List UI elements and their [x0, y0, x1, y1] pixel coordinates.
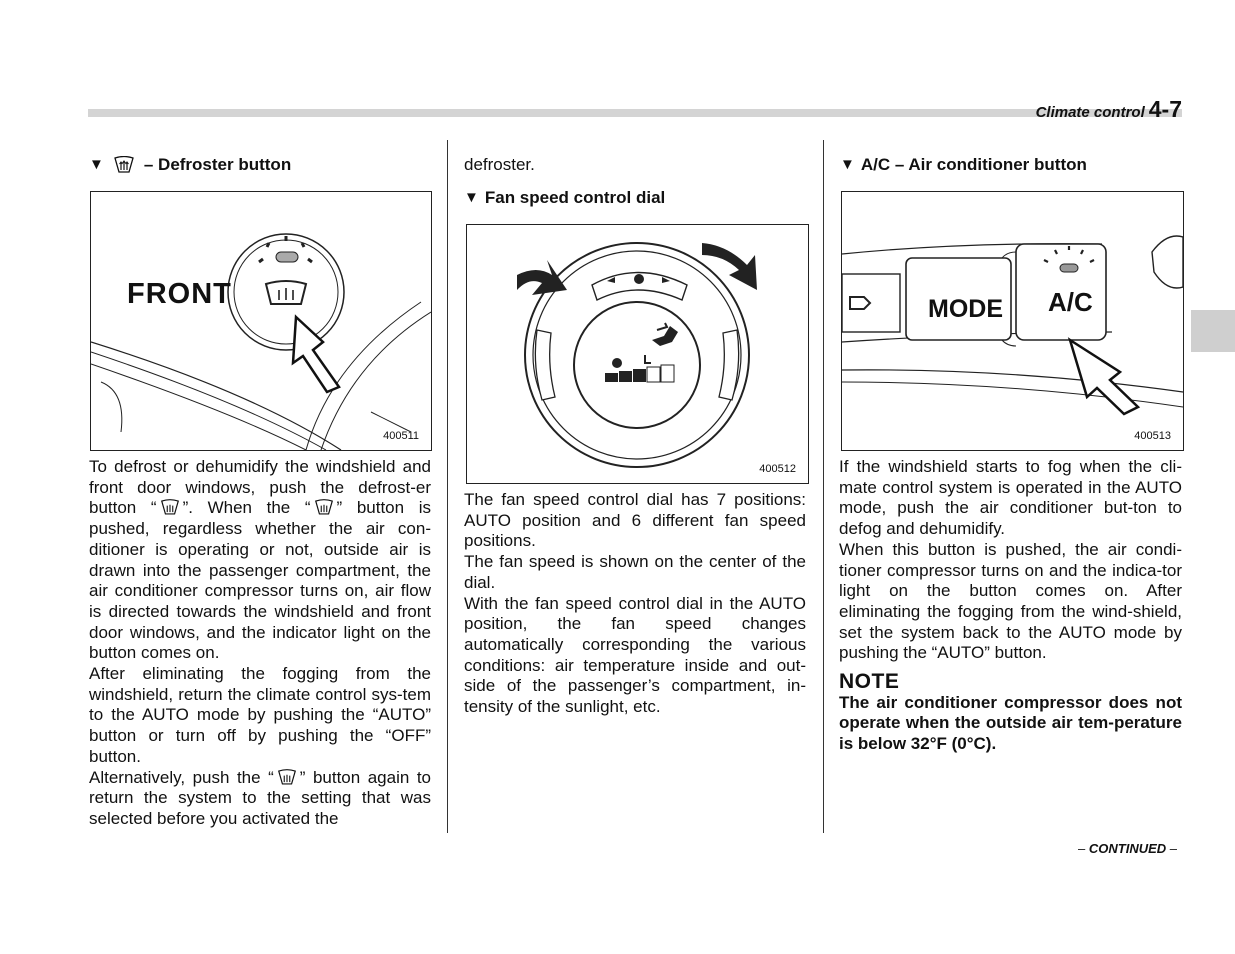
triangle-bullet-icon: ▼ [840, 156, 855, 173]
defroster-icon [313, 499, 335, 516]
defroster-icon [276, 769, 298, 786]
continued-marker: – CONTINUED – [1078, 841, 1177, 856]
column-3 [840, 155, 1182, 176]
ac-button-illustration [842, 192, 1183, 450]
paragraph: The fan speed is shown on the center of the dial. [464, 552, 806, 592]
note-title: NOTE [839, 670, 900, 694]
section-title: Climate control [1035, 104, 1145, 121]
continued-text: CONTINUED [1088, 841, 1167, 856]
ac-button-figure [841, 191, 1184, 451]
text-run: ” button again to return the system to the setting that was selected before you activated the [89, 767, 432, 828]
column-2 [464, 155, 806, 208]
mode-label: MODE [928, 295, 1003, 323]
defroster-figure [90, 191, 432, 451]
text-run: To defrost or dehumidify the windshield and front door windows, push the defrost-er button “ [89, 457, 431, 518]
column-divider [823, 140, 824, 833]
front-label: FRONT [127, 278, 232, 310]
column-1 [89, 155, 431, 176]
column-divider [447, 140, 448, 833]
defroster-icon [112, 156, 136, 174]
defroster-icon [159, 499, 181, 516]
column-3-body [839, 457, 1182, 755]
section-heading-text: Fan speed control dial [484, 187, 666, 207]
fan-dial-illustration [467, 225, 808, 483]
section-heading [464, 188, 806, 209]
paragraph [89, 768, 431, 830]
ac-label: A/C [1048, 287, 1093, 317]
defroster-illustration [91, 192, 431, 450]
header-bar [88, 109, 1182, 117]
section-heading [89, 155, 431, 176]
figure-number: 400512 [759, 463, 796, 475]
page-number: 4-7 [1148, 96, 1182, 122]
figure-number: 400513 [1134, 430, 1171, 442]
text-run: Alternatively, push the “ [89, 767, 274, 787]
section-heading-text: – Defroster button [143, 155, 292, 174]
column-2-body [464, 490, 806, 718]
text-run: ”. When the “ [182, 498, 311, 518]
chapter-tab [1191, 310, 1235, 352]
paragraph: With the fan speed control dial in the AUTO position, the fan speed changes automatically corresponding the various conditions: air temperature inside and out-side of the passenger’s compartment, in-tensity of the sunlight, etc. [464, 593, 806, 717]
continued-text: defroster. [464, 155, 535, 174]
section-heading [840, 155, 1182, 176]
figure-number: 400511 [383, 430, 419, 442]
paragraph [89, 457, 431, 664]
note-body: The air conditioner compressor does not operate when the outside air tem-perature is below 32°F (0°C). [839, 692, 1182, 754]
text-run: ” button is pushed, regardless whether the air con-ditioner is operating or not, outside air is drawn into the passenger compartment, the air conditioner compressor turns on, air flow is directed towards the windshield and front door windows, and the indicator light on the button comes on. [89, 498, 431, 663]
column-1-body [89, 457, 431, 830]
section-heading-text: A/C – Air conditioner button [860, 155, 1087, 174]
page-header [1036, 96, 1182, 123]
triangle-bullet-icon: ▼ [464, 188, 479, 206]
paragraph: If the windshield starts to fog when the cli-mate control system is operated in the AUTO mode, push the air conditioner but-ton to defog and dehumidify. [839, 457, 1182, 539]
paragraph: The fan speed control dial has 7 positions: AUTO position and 6 different fan speed positions. [464, 490, 806, 551]
paragraph: After eliminating the fogging from the windshield, return the climate control sys-tem to the AUTO mode by pushing the “AUTO” button or turn off by pushing the “OFF” button. [89, 664, 431, 766]
triangle-bullet-icon: ▼ [89, 156, 104, 173]
fan-dial-figure [466, 224, 809, 484]
paragraph: When this button is pushed, the air condi-tioner compressor turns on and the indica-tor light on the button comes on. After eliminating the fogging from the wind-shield, set the system back to the AUTO mode by pushing the “AUTO” button. [839, 539, 1182, 663]
